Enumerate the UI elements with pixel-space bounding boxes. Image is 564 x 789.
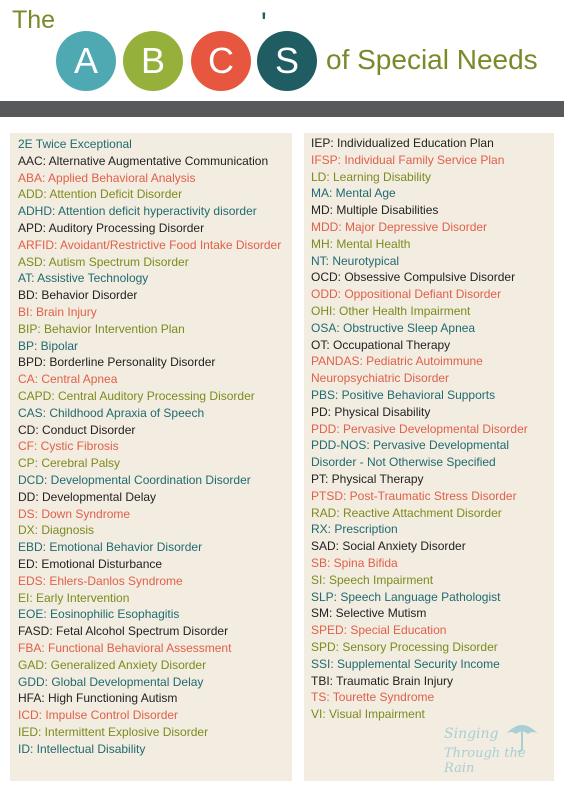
term-item: ICD: Impulse Control Disorder [18, 708, 179, 723]
term-item: DS: Down Syndrome [18, 506, 131, 521]
term-item: RAD: Reactive Attachment Disorder [311, 505, 502, 520]
term-item: CP: Cerebral Palsy [18, 456, 121, 471]
term-item: GAD: Generalized Anxiety Disorder [18, 657, 207, 672]
term-item: MH: Mental Health [311, 236, 411, 251]
term-item: EI: Early Intervention [18, 590, 130, 605]
term-item: 2E Twice Exceptional [18, 137, 132, 151]
term-item: NT: Neurotypical [311, 253, 400, 268]
term-item: PDD-NOS: Pervasive Developmental Disorder - Not Otherwise Specified [311, 438, 510, 470]
term-item: BI: Brain Injury [18, 304, 97, 319]
logo-line-1: Singing [444, 726, 499, 742]
term-item: APD: Auditory Processing Disorder [18, 220, 205, 235]
term-item: EBD: Emotional Behavior Disorder [18, 540, 203, 555]
left-term-list [18, 136, 293, 757]
term-item: SPED: Special Education [311, 623, 447, 638]
letter-circle-s: S [257, 31, 317, 91]
term-item: RX: Prescription [311, 522, 398, 537]
title-apostrophe: ' [261, 7, 267, 40]
term-item: SAD: Social Anxiety Disorder [311, 539, 466, 554]
term-item: SM: Selective Mutism [311, 606, 427, 621]
term-item: ABA: Applied Behavioral Analysis [18, 170, 196, 185]
term-item: DCD: Developmental Coordination Disorder [18, 472, 251, 487]
term-item: PD: Physical Disability [311, 404, 431, 419]
title-the: The [12, 6, 56, 34]
header [0, 0, 564, 100]
letter-circle-b: B [123, 31, 183, 91]
term-item: TS: Tourette Syndrome [311, 690, 435, 705]
term-item: CD: Conduct Disorder [18, 422, 136, 437]
term-item: FASD: Fetal Alcohol Spectrum Disorder [18, 624, 229, 639]
term-item: MA: Mental Age [311, 186, 396, 201]
term-item: SSI: Supplemental Security Income [311, 656, 500, 671]
term-item: EDS: Ehlers-Danlos Syndrome [18, 573, 183, 588]
term-item: CF: Cystic Fibrosis [18, 439, 119, 454]
term-item: LD: Learning Disability [311, 169, 432, 184]
divider-bar [0, 101, 564, 117]
term-item: BPD: Borderline Personality Disorder [18, 355, 216, 370]
term-item: DX: Diagnosis [18, 523, 95, 538]
letter-circle-c: C [191, 31, 251, 91]
term-item: MDD: Major Depressive Disorder [311, 219, 488, 234]
term-item: BIP: Behavior Intervention Plan [18, 321, 185, 336]
term-item: EOE: Eosinophilic Esophagitis [18, 607, 180, 622]
singing-through-the-rain-logo [440, 720, 550, 776]
term-item: PBS: Positive Behavioral Supports [311, 387, 496, 402]
term-item: PTSD: Post-Traumatic Stress Disorder [311, 488, 517, 503]
term-item: ADD: Attention Deficit Disorder [18, 187, 183, 202]
term-item: AT: Assistive Technology [18, 271, 149, 286]
term-item: MD: Multiple Disabilities [311, 203, 439, 218]
term-item: IEP: Individualized Education Plan [311, 136, 494, 150]
term-item: ADHD: Attention deficit hyperactivity disorder [18, 204, 257, 219]
term-item: TBI: Traumatic Brain Injury [311, 673, 454, 688]
term-item: IED: Intermittent Explosive Disorder [18, 724, 209, 739]
term-item: CAPD: Central Auditory Processing Disorder [18, 388, 255, 403]
term-item: PDD: Pervasive Developmental Disorder [311, 421, 528, 436]
term-item: PT: Physical Therapy [311, 471, 424, 486]
term-item: CAS: Childhood Apraxia of Speech [18, 405, 205, 420]
term-item: VI: Visual Impairment [311, 707, 425, 722]
term-item: GDD: Global Developmental Delay [18, 674, 204, 689]
letter-circle-a: A [56, 31, 116, 91]
term-item: AAC: Alternative Augmentative Communication [18, 153, 269, 168]
term-item: PANDAS: Pediatric Autoimmune Neuropsychiatric Disorder [311, 354, 483, 386]
term-item: OHI: Other Health Impairment [311, 303, 471, 318]
term-item: DD: Developmental Delay [18, 489, 157, 504]
term-item: SB: Spina Bifida [311, 555, 398, 570]
term-item: ASD: Autism Spectrum Disorder [18, 254, 189, 269]
term-item: SLP: Speech Language Pathologist [311, 589, 501, 604]
term-item: ODD: Oppositional Defiant Disorder [311, 287, 502, 302]
term-item: ED: Emotional Disturbance [18, 556, 163, 571]
term-item: SI: Speech Impairment [311, 572, 434, 587]
logo-line-2: Through the Rain [444, 746, 526, 776]
term-item: ID: Intellectual Disability [18, 741, 146, 756]
term-item: BP: Bipolar [18, 338, 79, 353]
term-item: OT: Occupational Therapy [311, 337, 451, 352]
right-term-list [311, 135, 556, 723]
term-item: BD: Behavior Disorder [18, 288, 138, 303]
term-item: CA: Central Apnea [18, 372, 118, 387]
term-item: OCD: Obsessive Compulsive Disorder [311, 270, 516, 285]
term-item: OSA: Obstructive Sleep Apnea [311, 320, 476, 335]
term-item: IFSP: Individual Family Service Plan [311, 152, 505, 167]
term-item: ARFID: Avoidant/Restrictive Food Intake Disorder [18, 237, 282, 252]
term-item: HFA: High Functioning Autism [18, 691, 178, 706]
term-item: FBA: Functional Behavioral Assessment [18, 640, 232, 655]
term-item: SPD: Sensory Processing Disorder [311, 639, 498, 654]
title-tagline: of Special Needs [326, 44, 538, 75]
